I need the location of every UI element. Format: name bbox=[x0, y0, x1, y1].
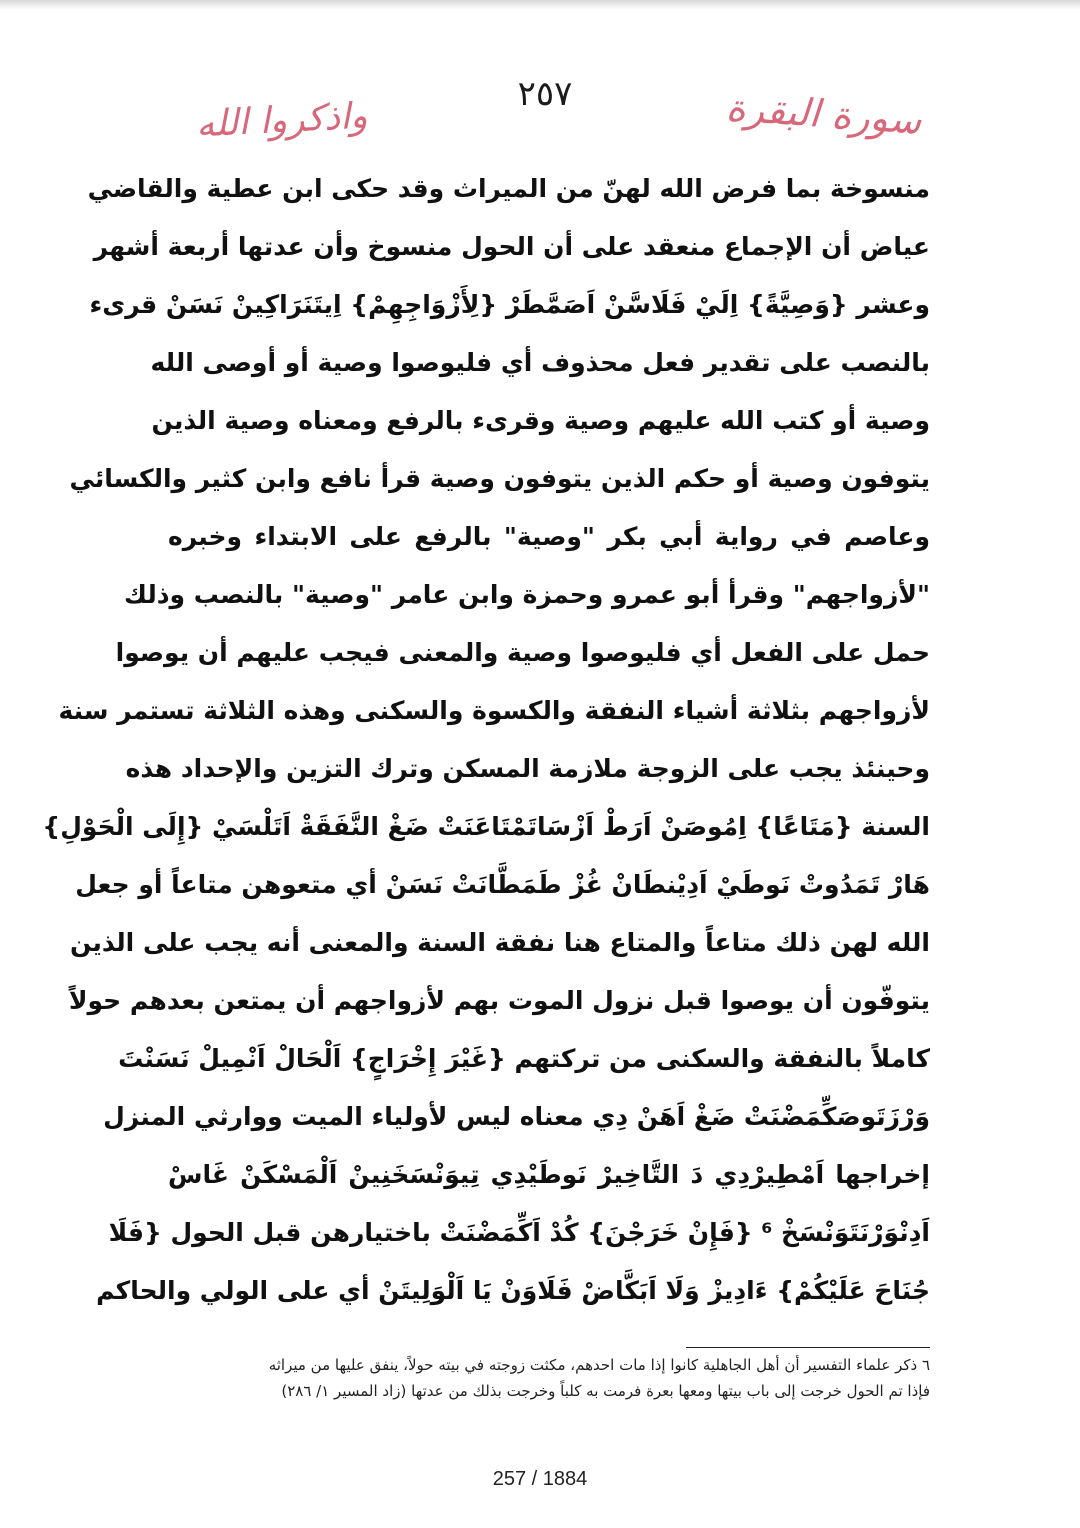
text-line: "لأزواجهم" وقرأ أبو عمرو وحمزة وابن عامر "وصية" بالنصب وذلك bbox=[124, 580, 930, 609]
text-line: يتوفّون أن يوصوا قبل نزول الموت بهم لأزواجهم أن يمتعن بعدهم حولاً bbox=[68, 986, 930, 1015]
main-text-block bbox=[42, 160, 930, 1320]
text-line: السنة {مَتَاعًا} اِمُوصَنْ اَرَطْ اَزْسَاتَمْتَاعَنَتْ ضَغْ النَّفَقَةْ اَتَلْسَيْ {إِلَى الْحَوْلِ} bbox=[42, 812, 930, 841]
handwritten-surah-name: سورة البقرة bbox=[725, 85, 924, 143]
text-line: هَارْ تَمَدُوتْ نَوطَيْ اَدِيْنطَانْ غُزْ طَمَطَّانَتْ نَسَنْ أي متعوهن متاعاً أو جعل bbox=[75, 870, 930, 899]
text-line: وعشر {وَصِيَّةً} اِلَيْ فَلَاسَّنْ اَصَمَّطَرْ {لِأَزْوَاجِهِمْ} اِيتَنَرَاكِينْ نَسَنْ قرىء bbox=[89, 290, 930, 319]
text-line: إخراجها اَمْطِيرْدِي دَ التَّاخِيرْ نَوطَيْدِي تِيوَنْسَخَنِينْ اَلْمَسْكَنْ غَاسْ bbox=[168, 1160, 930, 1189]
footnotes-block bbox=[168, 1352, 930, 1404]
text-line: اَدِنْوَرْنَتَوَنْسَخْ ⁶ {فَإِنْ خَرَجْنَ} كُدْ اَكِّمَضْنَتْ باختيارهن قبل الحول {فَلَا bbox=[108, 1218, 930, 1247]
page-number: ٢٥٧ bbox=[517, 74, 573, 114]
text-line: حمل على الفعل أي فليوصوا وصية والمعنى فيجب عليهم أن يوصوا bbox=[115, 638, 930, 667]
text-line: منسوخة بما فرض الله لهنّ من الميراث وقد حكى ابن عطية والقاضي bbox=[87, 174, 930, 203]
footnote-line: ٦ ذكر علماء التفسير أن أهل الجاهلية كانوا إذا مات احدهم، مكثت زوجته في بيته حولاً، ينفق عليها من ميراثه bbox=[268, 1356, 930, 1374]
footnote-divider bbox=[686, 1347, 930, 1348]
text-line: وَرْزَتَوصَكِّمَضْنَتْ ضَغْ اَهَنْ دِي معناه ليس لأولياء الميت ووارثي المنزل bbox=[103, 1102, 930, 1131]
footnote-line: فإذا تم الحول خرجت إلى باب بيتها ومعها بعرة فرمت به كلباً وخرجت بذلك من عدتها (زاد المسير ١/ ٢٨٦) bbox=[281, 1382, 930, 1400]
text-line: الله لهن ذلك متاعاً والمتاع هنا نفقة السنة والمعنى أنه يجب على الذين bbox=[69, 928, 930, 957]
text-line: بالنصب على تقدير فعل محذوف أي فليوصوا وصية أو أوصى الله bbox=[150, 348, 930, 377]
text-line: لأزواجهم بثلاثة أشياء النفقة والكسوة والسكنى وهذه الثلاثة تستمر سنة bbox=[58, 696, 930, 725]
page-indicator: 257 / 1884 bbox=[492, 1468, 588, 1490]
text-line: عياض أن الإجماع منعقد على أن الحول منسوخ وأن عدتها أربعة أشهر bbox=[93, 232, 930, 261]
text-line: وعاصم في رواية أبي بكر "وصية" بالرفع على الابتداء وخبره bbox=[168, 522, 930, 551]
handwritten-section-title: واذكروا الله bbox=[195, 95, 369, 146]
text-line: وحينئذ يجب على الزوجة ملازمة المسكن وترك التزين والإحداد هذه bbox=[125, 754, 930, 783]
text-line: جُنَاحَ عَلَيْكُمْ} ءَادِيزْ وَلَا اَبَكَّاضْ فَلَاوَنْ يَا اَلْوَلِيتَنْ أي على الولي والحاكم bbox=[96, 1276, 930, 1305]
text-line: يتوفون وصية أو حكم الذين يتوفون وصية قرأ نافع وابن كثير والكسائي bbox=[69, 464, 930, 493]
text-line: كاملاً بالنفقة والسكنى من تركتهم {غَيْرَ إِخْرَاجٍ} اَلْحَالْ اَنْمِيلْ نَسَنْتَ bbox=[118, 1044, 930, 1073]
text-line: وصية أو كتب الله عليهم وصية وقرىء بالرفع ومعناه وصية الذين bbox=[151, 406, 930, 435]
